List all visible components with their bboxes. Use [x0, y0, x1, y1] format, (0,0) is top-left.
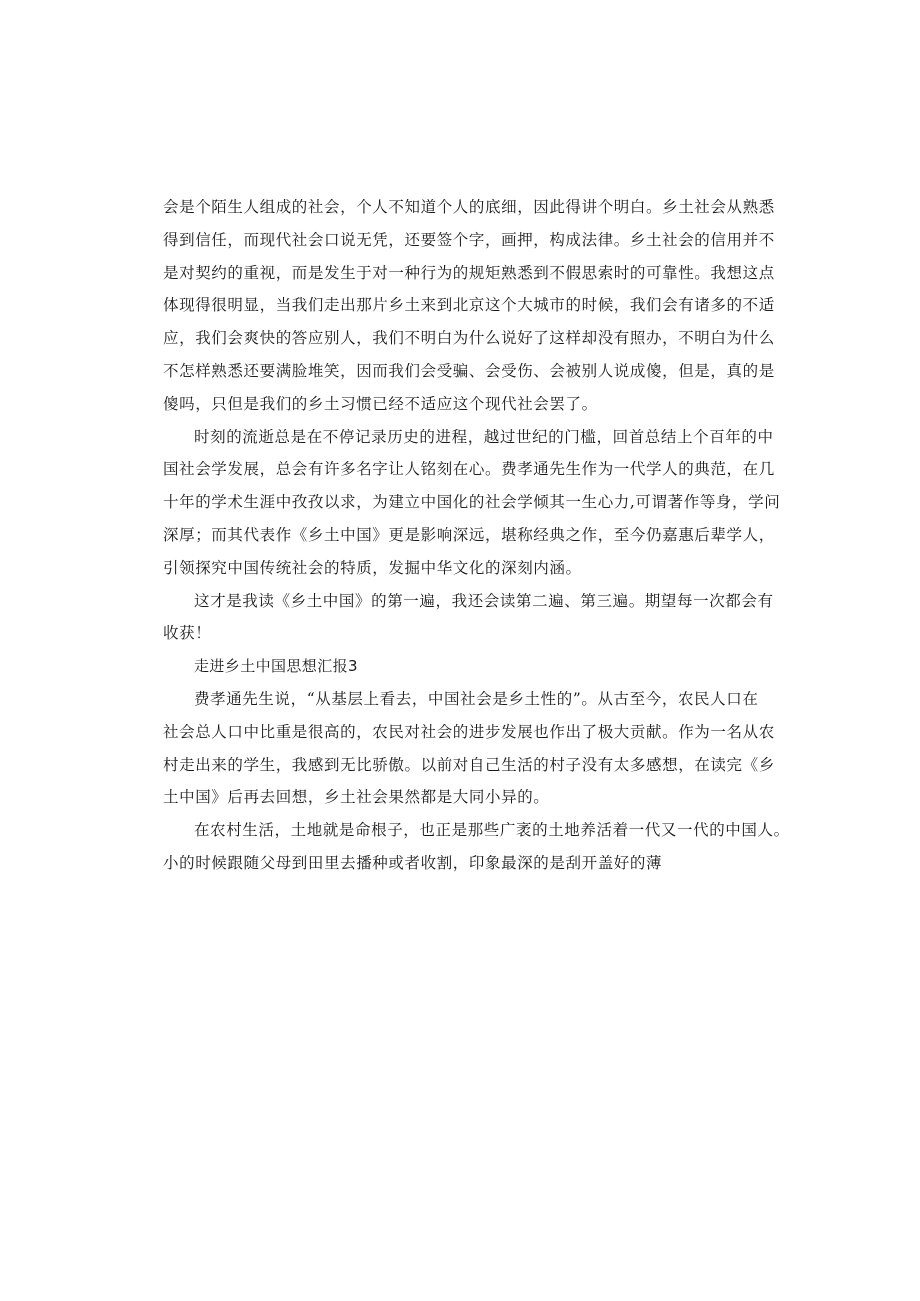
document-page — [163, 191, 790, 880]
text-line: 这才是我读《乡土中国》的第一遍，我还会读第二遍、第三遍。期望每一次都会有 — [194, 591, 774, 610]
text-line: 引领探究中国传统社会的特质，发掘中华文化的深刻内涵。 — [163, 558, 582, 577]
paragraph-first-reading — [163, 585, 774, 651]
text-line: 是对契约的重视，而是发生于对一种行为的规矩熟悉到不假思索时的可靠性。我想这点 — [163, 263, 775, 282]
text-line: 应，我们会爽快的答应别人，我们不明白为什么说好了这样却没有照办，不明白为什么 — [163, 329, 775, 348]
text-line: 时刻的流逝总是在不停记录历史的进程，越过世纪的门槛，回首总结上个百年的中 — [194, 427, 774, 446]
text-line: 国社会学发展，总会有许多名字让人铭刻在心。费孝通先生作为一代学人的典范，在几 — [163, 460, 775, 479]
text-line: 得到信任，而现代社会口说无凭，还要签个字，画押，构成法律。乡土社会的信用并不 — [163, 230, 775, 249]
text-line: 不怎样熟悉还要满脸堆笑，因而我们会受骗、会受伤、会被别人说成傻，但是，真的是 — [163, 361, 775, 380]
text-line: 会是个陌生人组成的社会，个人不知道个人的底细，因此得讲个明白。乡土社会从熟悉 — [163, 198, 775, 216]
text-line: 收获！ — [163, 624, 212, 643]
section-heading: 走进乡土中国思想汇报3 — [194, 657, 358, 676]
text-line: 小的时候跟随父母到田里去播种或者收割，印象最深的是刮开盖好的薄 — [163, 853, 663, 872]
text-line: 体现得很明显，当我们走出那片乡土来到北京这个大城市的时候，我们会有诸多的不适 — [163, 296, 775, 315]
text-line: 土中国》后再去回想，乡土社会果然都是大同小异的。 — [163, 788, 550, 807]
text-line: 傻吗，只但是我们的乡土习惯已经不适应这个现代社会罢了。 — [163, 394, 598, 413]
text-line: 社会总人口中比重是很高的，农民对社会的进步发展也作出了极大贡献。作为一名从农 — [163, 722, 775, 741]
paragraph-village-life — [163, 814, 790, 880]
text-line: 村走出来的学生，我感到无比骄傲。以前对自己生活的村子没有太多感想，在读完《乡 — [163, 755, 775, 774]
paragraph-rural-society — [163, 683, 775, 814]
text-line: 在农村生活，土地就是命根子，也正是那些广袤的土地养活着一代又一代的中国人。 — [194, 821, 790, 840]
paragraph-continuation — [163, 191, 775, 421]
text-line: 十年的学术生涯中孜孜以求，为建立中国化的社会学倾其一生心力,可谓著作等身，学问 — [163, 493, 781, 512]
text-line: 深厚；而其代表作《乡土中国》更是影响深远，堪称经典之作，至今仍嘉惠后辈学人， — [163, 525, 775, 544]
text-line: 费孝通先生说，“从基层上看去，中国社会是乡土性的”。从古至今，农民人口在 — [194, 689, 759, 708]
paragraph-fei-xiaotong — [163, 421, 781, 585]
